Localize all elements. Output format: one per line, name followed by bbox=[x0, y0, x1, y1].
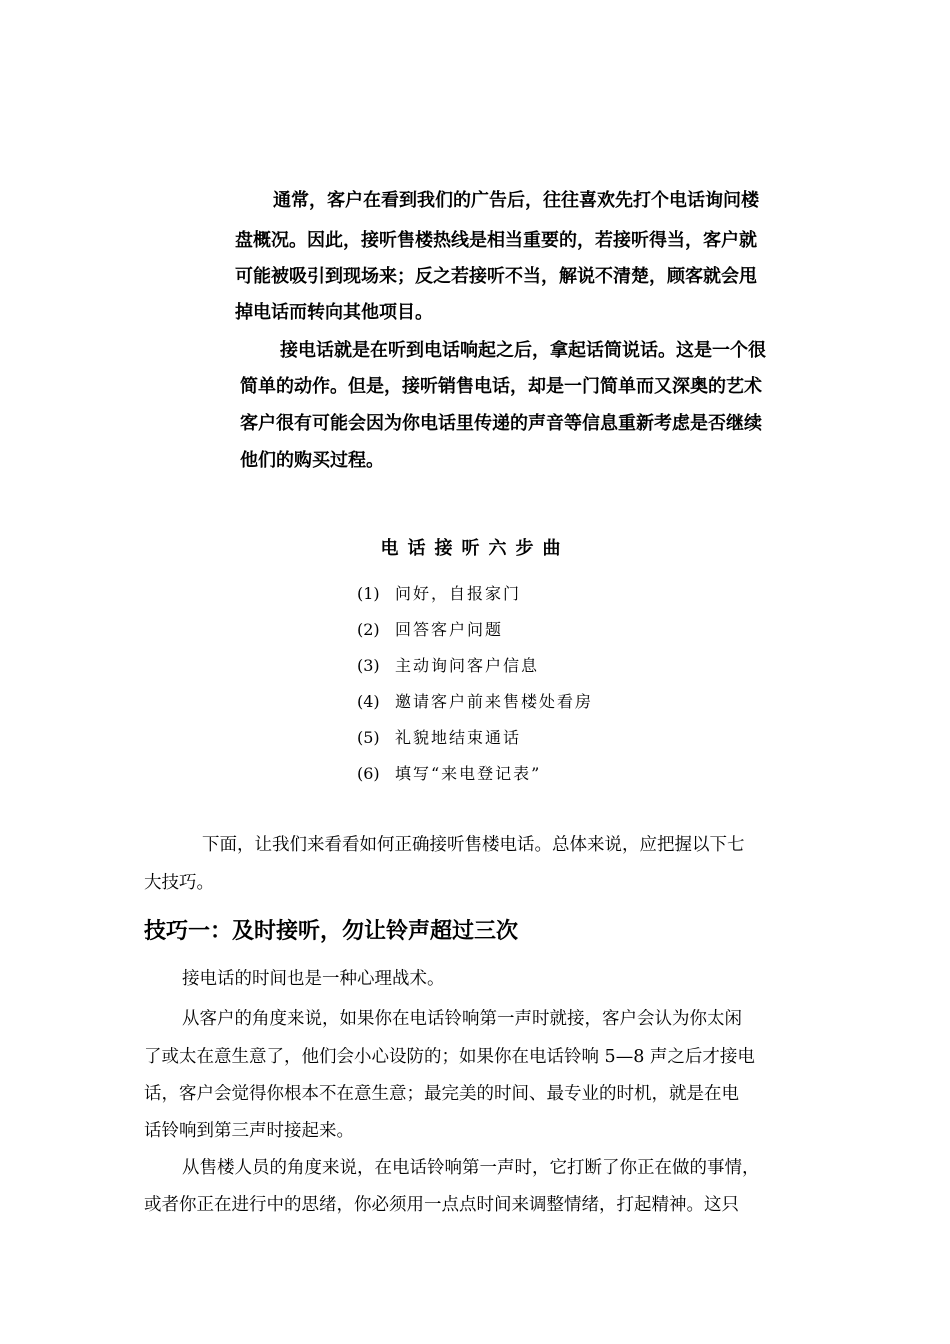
intro-p1-line: 掉电话而转向其他项目。 bbox=[235, 302, 433, 323]
step-number: (4) bbox=[357, 692, 380, 711]
section-body-line: 了或太在意生意了，他们会小心设防的；如果你在电话铃响 5—8 声之后才接电 bbox=[144, 1047, 755, 1067]
section-heading: 技巧一：及时接听，勿让铃声超过三次 bbox=[144, 919, 519, 944]
section-body-line: 或者你正在进行中的思绪，你必须用一点点时间来调整情绪，打起精神。这只 bbox=[144, 1195, 739, 1215]
step-item bbox=[357, 654, 593, 690]
section-body-line: 从客户的角度来说，如果你在电话铃响第一声时就接，客户会认为你太闲 bbox=[182, 1009, 742, 1029]
intro-p1-line: 盘概况。因此，接听售楼热线是相当重要的，若接听得当，客户就 bbox=[235, 230, 757, 251]
steps-title: 电话接听六步曲 bbox=[380, 538, 570, 559]
step-item bbox=[357, 762, 593, 798]
step-text: 礼貌地结束通话 bbox=[395, 728, 522, 747]
step-number: (2) bbox=[357, 620, 380, 639]
step-number: (1) bbox=[357, 584, 380, 603]
step-text: 邀请客户前来售楼处看房 bbox=[395, 692, 594, 711]
intro-p1-line: 可能被吸引到现场来；反之若接听不当，解说不清楚，顾客就会甩 bbox=[235, 266, 757, 287]
steps-list bbox=[357, 582, 593, 798]
intro-p2-line: 接电话就是在听到电话响起之后，拿起话筒说话。这是一个很 bbox=[280, 340, 766, 361]
step-item bbox=[357, 690, 593, 726]
step-number: (3) bbox=[357, 656, 380, 675]
section-body-line: 接电话的时间也是一种心理战术。 bbox=[182, 969, 445, 989]
step-item bbox=[357, 582, 593, 618]
step-text: 填写“来电登记表” bbox=[395, 764, 542, 783]
step-item bbox=[357, 618, 593, 654]
intro-p1-line: 通常，客户在看到我们的广告后，往往喜欢先打个电话询问楼 bbox=[273, 190, 759, 211]
intro-p2-line: 他们的购买过程。 bbox=[240, 450, 384, 471]
section-body-line: 话铃响到第三声时接起来。 bbox=[144, 1121, 354, 1141]
lead-line: 大技巧。 bbox=[144, 873, 214, 893]
step-number: (6) bbox=[357, 764, 380, 783]
step-text: 回答客户问题 bbox=[395, 620, 504, 639]
intro-p2-line: 简单的动作。但是，接听销售电话，却是一门简单而又深奥的艺术 bbox=[240, 376, 762, 397]
step-item bbox=[357, 726, 593, 762]
step-text: 问好，自报家门 bbox=[395, 584, 522, 603]
lead-line: 下面，让我们来看看如何正确接听售楼电话。总体来说，应把握以下七 bbox=[202, 835, 745, 855]
step-number: (5) bbox=[357, 728, 380, 747]
section-body-line: 话，客户会觉得你根本不在意生意；最完美的时间、最专业的时机，就是在电 bbox=[144, 1084, 739, 1104]
section-body-line: 从售楼人员的角度来说，在电话铃响第一声时，它打断了你正在做的事情， bbox=[182, 1158, 760, 1178]
intro-p2-line: 客户很有可能会因为你电话里传递的声音等信息重新考虑是否继续 bbox=[240, 413, 762, 434]
step-text: 主动询问客户信息 bbox=[395, 656, 540, 675]
